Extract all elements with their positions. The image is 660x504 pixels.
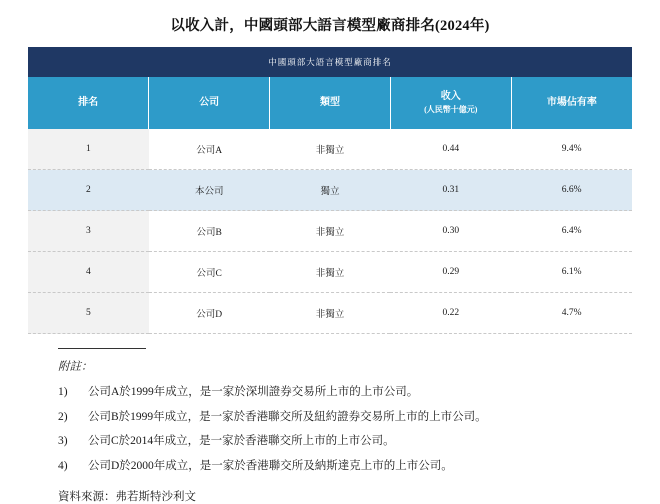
list-item bbox=[58, 458, 632, 476]
note-text: 公司D於2000年成立，是一家於香港聯交所及納斯達克上市的上市公司。 bbox=[88, 460, 453, 473]
ranking-table bbox=[28, 47, 632, 334]
column-header-rank bbox=[28, 77, 149, 129]
table-row bbox=[28, 293, 632, 334]
cell-rank: 3 bbox=[28, 211, 149, 252]
cell-rank: 1 bbox=[28, 129, 149, 170]
cell-company: 公司A bbox=[149, 129, 270, 170]
cell-type: 非獨立 bbox=[270, 293, 391, 334]
table-row bbox=[28, 170, 632, 211]
column-header-share-label: 市場佔有率 bbox=[546, 96, 597, 108]
column-header-revenue bbox=[390, 77, 511, 129]
note-number: 1) bbox=[58, 385, 68, 398]
cell-rank: 2 bbox=[28, 170, 149, 211]
column-header-type bbox=[270, 77, 391, 129]
cell-type: 非獨立 bbox=[270, 129, 391, 170]
page-title: 以收入計，中國頭部大語言模型廠商排名(2024年) bbox=[170, 18, 490, 34]
cell-share: 6.1% bbox=[511, 252, 632, 293]
cell-type: 非獨立 bbox=[270, 252, 391, 293]
cell-revenue: 0.31 bbox=[390, 170, 511, 211]
cell-revenue: 0.22 bbox=[390, 293, 511, 334]
cell-rank: 4 bbox=[28, 252, 149, 293]
table-header-row bbox=[28, 77, 632, 129]
column-header-company bbox=[149, 77, 270, 129]
list-item bbox=[58, 409, 632, 427]
list-item bbox=[58, 384, 632, 402]
column-header-company-label: 公司 bbox=[199, 96, 220, 108]
list-item bbox=[58, 433, 632, 451]
cell-type: 非獨立 bbox=[270, 211, 391, 252]
cell-revenue: 0.29 bbox=[390, 252, 511, 293]
table-row bbox=[28, 129, 632, 170]
note-number: 4) bbox=[58, 460, 68, 473]
table-row bbox=[28, 211, 632, 252]
column-header-revenue-unit: (人民幣十億元) bbox=[424, 104, 478, 114]
note-text: 公司C於2014年成立，是一家於香港聯交所上市的上市公司。 bbox=[88, 435, 395, 448]
note-text: 公司B於1999年成立，是一家於香港聯交所及紐約證券交易所上市的上市公司。 bbox=[88, 410, 487, 423]
column-header-revenue-label: 收入 bbox=[440, 91, 461, 103]
cell-company: 本公司 bbox=[149, 170, 270, 211]
table-row bbox=[28, 252, 632, 293]
source-note: 資料來源：弗若斯特沙利文 bbox=[58, 491, 196, 504]
cell-company: 公司B bbox=[149, 211, 270, 252]
note-number: 3) bbox=[58, 435, 68, 448]
cell-share: 9.4% bbox=[511, 129, 632, 170]
cell-company: 公司D bbox=[149, 293, 270, 334]
divider bbox=[58, 348, 146, 349]
table-band-label: 中國頭部大語言模型廠商排名 bbox=[28, 47, 632, 77]
cell-revenue: 0.44 bbox=[390, 129, 511, 170]
cell-share: 4.7% bbox=[511, 293, 632, 334]
notes-label: 附註： bbox=[58, 361, 93, 373]
cell-type: 獨立 bbox=[270, 170, 391, 211]
cell-share: 6.6% bbox=[511, 170, 632, 211]
cell-share: 6.4% bbox=[511, 211, 632, 252]
cell-revenue: 0.30 bbox=[390, 211, 511, 252]
document-page bbox=[0, 14, 660, 504]
notes-section bbox=[58, 359, 632, 476]
cell-company: 公司C bbox=[149, 252, 270, 293]
column-header-rank-label: 排名 bbox=[78, 96, 99, 108]
note-text: 公司A於1999年成立，是一家於深圳證券交易所上市的上市公司。 bbox=[88, 385, 419, 398]
note-number: 2) bbox=[58, 410, 68, 423]
cell-rank: 5 bbox=[28, 293, 149, 334]
table-band-row bbox=[28, 47, 632, 77]
column-header-type-label: 類型 bbox=[319, 96, 340, 108]
column-header-share bbox=[511, 77, 632, 129]
